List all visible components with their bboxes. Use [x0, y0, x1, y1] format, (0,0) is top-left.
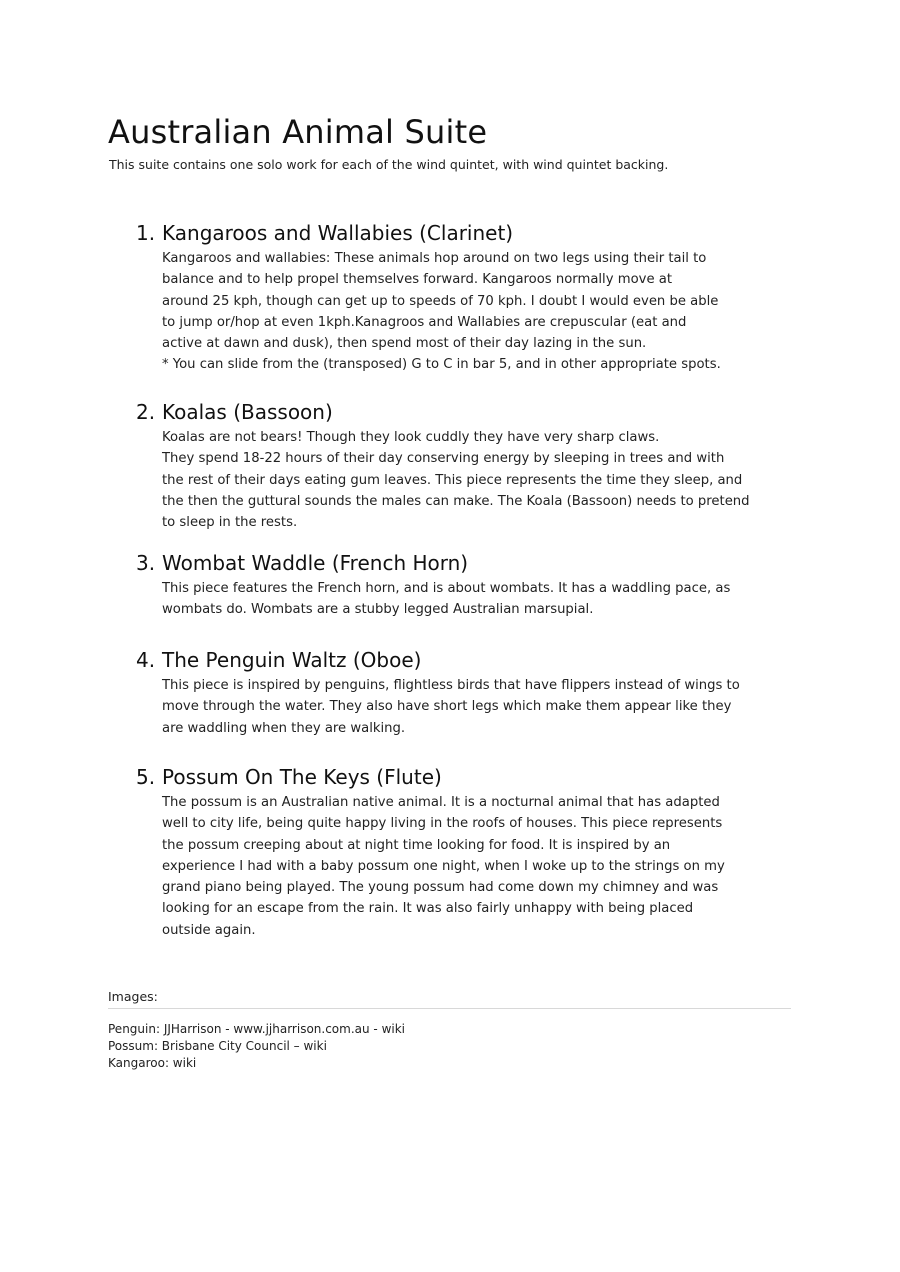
description-line: well to city life, being quite happy living in the roofs of houses. This piece represents — [162, 816, 723, 832]
description-line: grand piano being played. The young possum had come down my chimney and was — [162, 880, 719, 896]
description-line: to sleep in the rests. — [162, 515, 298, 531]
description-line: They spend 18-22 hours of their day conserving energy by sleeping in trees and with — [162, 451, 725, 467]
description-line: wombats do. Wombats are a stubby legged Australian marsupial. — [162, 602, 594, 618]
description-line: This piece features the French horn, and is about wombats. It has a waddling pace, as — [162, 581, 731, 596]
description-line: The possum is an Australian native animal. It is a nocturnal animal that has adapted — [162, 795, 720, 810]
piece-heading — [136, 548, 730, 578]
piece-title: Possum On The Keys (Flute) — [162, 765, 442, 789]
piece-item — [136, 645, 740, 739]
piece-item — [136, 397, 750, 533]
divider — [108, 1008, 791, 1009]
document-title: Australian Animal Suite — [108, 113, 488, 151]
credit-line: Kangaroo: wiki — [108, 1056, 197, 1070]
piece-description — [162, 427, 750, 533]
piece-item — [136, 548, 730, 621]
piece-heading — [136, 645, 740, 675]
piece-description — [162, 792, 725, 941]
description-line: the possum creeping about at night time looking for food. It is inspired by an — [162, 837, 671, 853]
description-line: around 25 kph, though can get up to speeds of 70 kph. I doubt I would even be able — [162, 293, 719, 309]
piece-number: 2. — [136, 400, 156, 424]
piece-number: 3. — [136, 551, 156, 575]
piece-title: Kangaroos and Wallabies (Clarinet) — [162, 221, 514, 245]
description-line: move through the water. They also have short legs which make them appear like they — [162, 699, 732, 715]
piece-item — [136, 218, 721, 376]
piece-description — [162, 675, 740, 739]
description-line: the rest of their days eating gum leaves. This piece represents the time they sleep, and — [162, 472, 743, 488]
description-line: balance and to help propel themselves forward. Kangaroos normally move at — [162, 272, 672, 288]
piece-heading — [136, 218, 721, 248]
piece-item — [136, 762, 725, 941]
description-line: This piece is inspired by penguins, flightless birds that have flippers instead of wings to — [162, 678, 740, 693]
piece-number: 1. — [136, 221, 156, 245]
description-line: * You can slide from the (transposed) G to C in bar 5, and in other appropriate spots. — [162, 357, 721, 373]
piece-number: 4. — [136, 648, 156, 672]
description-line: active at dawn and dusk), then spend most of their day lazing in the sun. — [162, 336, 647, 352]
piece-heading — [136, 762, 725, 792]
piece-heading — [136, 397, 750, 427]
description-line: Kangaroos and wallabies: These animals hop around on two legs using their tail to — [162, 251, 707, 266]
piece-description — [162, 248, 721, 376]
description-line: Koalas are not bears! Though they look cuddly they have very sharp claws. — [162, 430, 660, 445]
description-line: the then the guttural sounds the males can make. The Koala (Bassoon) needs to pretend — [162, 493, 750, 509]
description-line: looking for an escape from the rain. It was also fairly unhappy with being placed — [162, 901, 694, 917]
images-label: Images: — [108, 989, 158, 1004]
description-line: outside again. — [162, 922, 256, 938]
piece-title: The Penguin Waltz (Oboe) — [162, 648, 422, 672]
image-credits — [108, 1021, 405, 1072]
piece-description — [162, 578, 730, 621]
description-line: experience I had with a baby possum one night, when I woke up to the strings on my — [162, 858, 725, 874]
credit-line: Possum: Brisbane City Council – wiki — [108, 1039, 327, 1053]
piece-number: 5. — [136, 765, 156, 789]
description-line: are waddling when they are walking. — [162, 720, 406, 736]
piece-title: Wombat Waddle (French Horn) — [162, 551, 469, 575]
document-subtitle: This suite contains one solo work for each of the wind quintet, with wind quintet backing. — [109, 157, 669, 172]
piece-title: Koalas (Bassoon) — [162, 400, 333, 424]
credit-line: Penguin: JJHarrison - www.jjharrison.com.au - wiki — [108, 1022, 405, 1036]
description-line: to jump or/hop at even 1kph.Kanagroos and Wallabies are crepuscular (eat and — [162, 314, 687, 330]
